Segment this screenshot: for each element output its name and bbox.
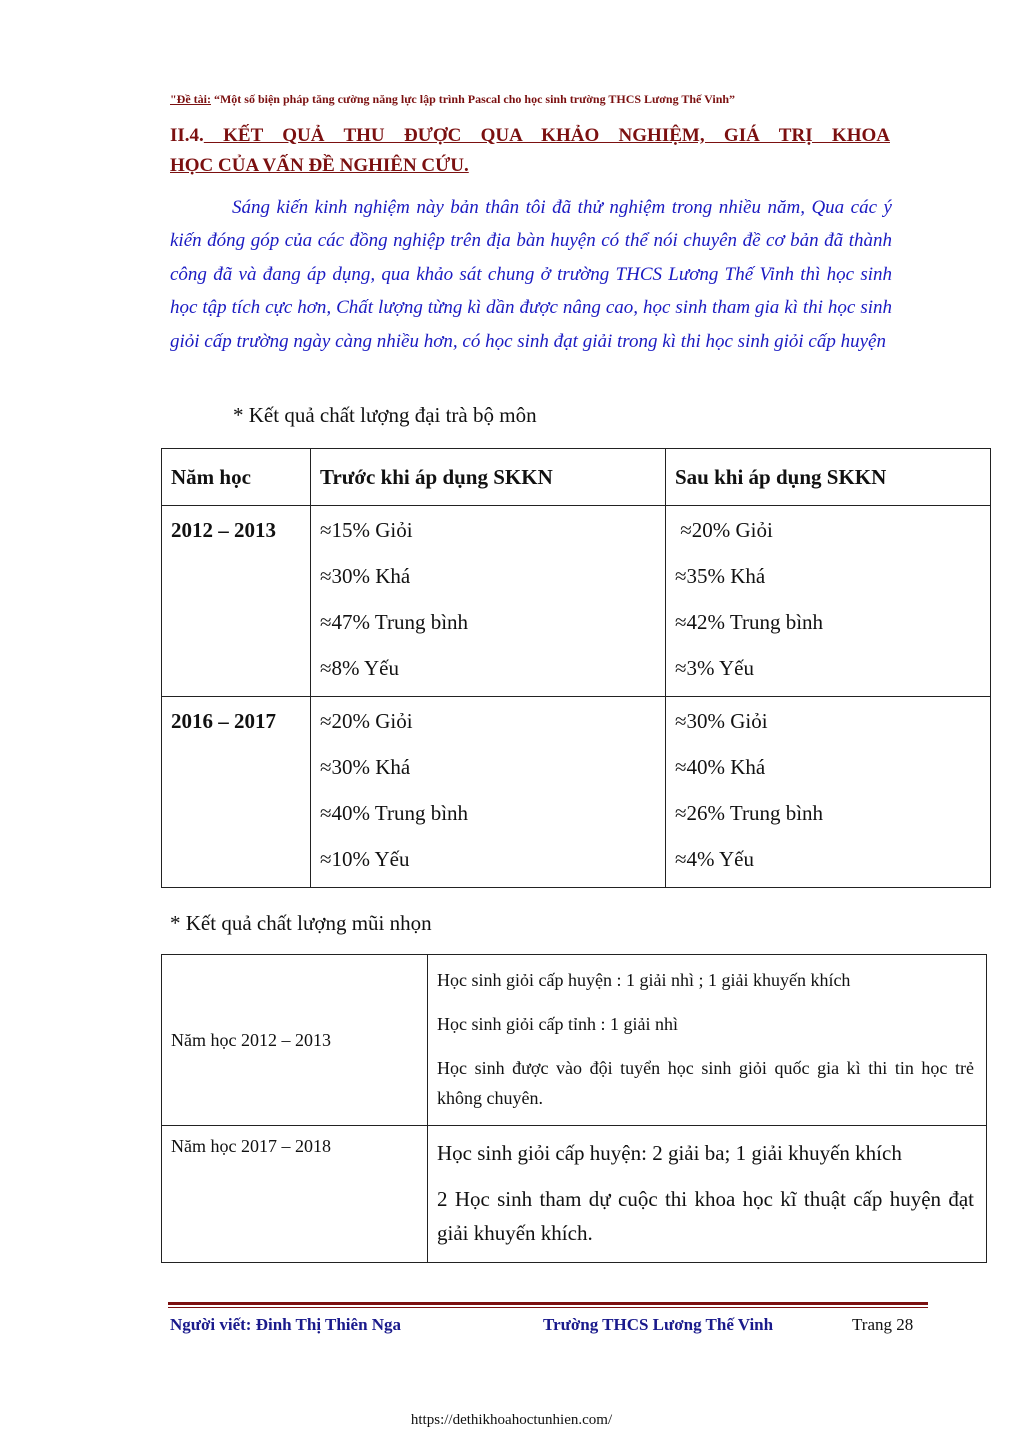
top-results-table bbox=[161, 954, 987, 1263]
after-line: ≈40% Khá bbox=[675, 755, 766, 779]
section-number: II.4. bbox=[170, 125, 204, 146]
source-url[interactable]: https://dethikhoahoctunhien.com/ bbox=[410, 1412, 613, 1428]
row-year: 2016 – 2017 bbox=[162, 697, 311, 888]
before-cell bbox=[311, 506, 666, 697]
after-line: ≈3% Yếu bbox=[675, 656, 754, 680]
after-cell bbox=[666, 697, 991, 888]
footer-school: Trường THCS Lương Thế Vinh bbox=[543, 1315, 774, 1334]
before-line: ≈10% Yếu bbox=[320, 847, 410, 871]
before-line: ≈30% Khá bbox=[320, 564, 411, 588]
before-line: ≈40% Trung bình bbox=[320, 801, 469, 825]
table-row bbox=[162, 697, 991, 888]
header-after: Sau khi áp dụng SKKN bbox=[666, 449, 991, 506]
row-year: 2012 – 2013 bbox=[162, 506, 311, 697]
row-year-label: Năm học 2012 – 2013 bbox=[162, 955, 428, 1126]
after-line: ≈35% Khá bbox=[675, 564, 766, 588]
before-line: ≈8% Yếu bbox=[320, 656, 399, 680]
subhead-top-results: * Kết quả chất lượng mũi nhọn bbox=[170, 911, 432, 935]
row-year-label: Năm học 2017 – 2018 bbox=[162, 1126, 428, 1263]
header-label: "Đề tài: bbox=[170, 92, 211, 106]
general-results-table bbox=[161, 448, 991, 888]
document-header bbox=[170, 92, 870, 107]
after-line: ≈30% Giỏi bbox=[675, 709, 768, 733]
achievement-line: Học sinh được vào đội tuyển học sinh giỏi quốc gia kì thi tin học trẻ không chuyên. bbox=[437, 1058, 974, 1108]
achievements-cell bbox=[428, 1126, 987, 1263]
table-row bbox=[162, 1126, 987, 1263]
before-line: ≈20% Giỏi bbox=[320, 709, 413, 733]
section-title-line2 bbox=[170, 150, 890, 182]
section-title-text: KẾT QUẢ THU ĐƯỢC QUA KHẢO NGHIỆM, GIÁ TRỊ KHOA bbox=[203, 125, 890, 146]
after-line: ≈20% Giỏi bbox=[675, 518, 773, 542]
before-line: ≈15% Giỏi bbox=[320, 518, 413, 542]
footer-author: Người viết: Đinh Thị Thiên Nga bbox=[170, 1315, 402, 1334]
section-title-text-2: HỌC CỦA VẤN ĐỀ NGHIÊN CỨU. bbox=[170, 155, 469, 176]
table-row bbox=[162, 955, 987, 1126]
before-cell bbox=[311, 697, 666, 888]
achievement-line: Học sinh giỏi cấp huyện: 2 giải ba; 1 giải khuyến khích bbox=[437, 1141, 902, 1165]
achievement-line: 2 Học sinh tham dự cuộc thi khoa học kĩ thuật cấp huyện đạt giải khuyến khích. bbox=[437, 1187, 974, 1245]
footer-divider bbox=[168, 1302, 928, 1305]
achievement-line: Học sinh giỏi cấp huyện : 1 giải nhì ; 1 giải khuyến khích bbox=[437, 970, 851, 990]
footer-divider-thin bbox=[168, 1307, 928, 1308]
intro-paragraph: Sáng kiến kinh nghiệm này bản thân tôi đã thử nghiệm trong nhiều năm, Qua các ý kiến đóng góp của các đồng nghiệp trên địa bàn huyện có thể nói chuyên đề cơ bản đã thành công đã và đang áp dụng, qua khảo sát chung ở trường THCS Lương Thế Vinh thì học sinh học tập tích cực hơn, Chất lượng từng kì dần được nâng cao, học sinh tham gia kì thi học sinh giỏi cấp trường ngày càng nhiều hơn, có học sinh đạt giải trong kì thi học sinh giỏi cấp huyện bbox=[170, 197, 892, 352]
header-year: Năm học bbox=[162, 449, 311, 506]
table-header-row bbox=[162, 449, 991, 506]
page-number: Trang 28 bbox=[852, 1315, 914, 1334]
after-line: ≈26% Trung bình bbox=[675, 801, 824, 825]
section-title-line1 bbox=[170, 120, 890, 152]
achievements-cell bbox=[428, 955, 987, 1126]
before-line: ≈47% Trung bình bbox=[320, 610, 469, 634]
after-line: ≈42% Trung bình bbox=[675, 610, 824, 634]
after-line: ≈4% Yếu bbox=[675, 847, 754, 871]
table-row bbox=[162, 506, 991, 697]
header-before: Trước khi áp dụng SKKN bbox=[311, 449, 666, 506]
before-line: ≈30% Khá bbox=[320, 755, 411, 779]
after-cell bbox=[666, 506, 991, 697]
header-title: “Một số biện pháp tăng cường năng lực lập trình Pascal cho học sinh trường THCS Lương Thế Vinh” bbox=[210, 92, 736, 106]
subhead-general-results: * Kết quả chất lượng đại trà bộ môn bbox=[233, 403, 537, 427]
achievement-line: Học sinh giỏi cấp tỉnh : 1 giải nhì bbox=[437, 1014, 678, 1034]
